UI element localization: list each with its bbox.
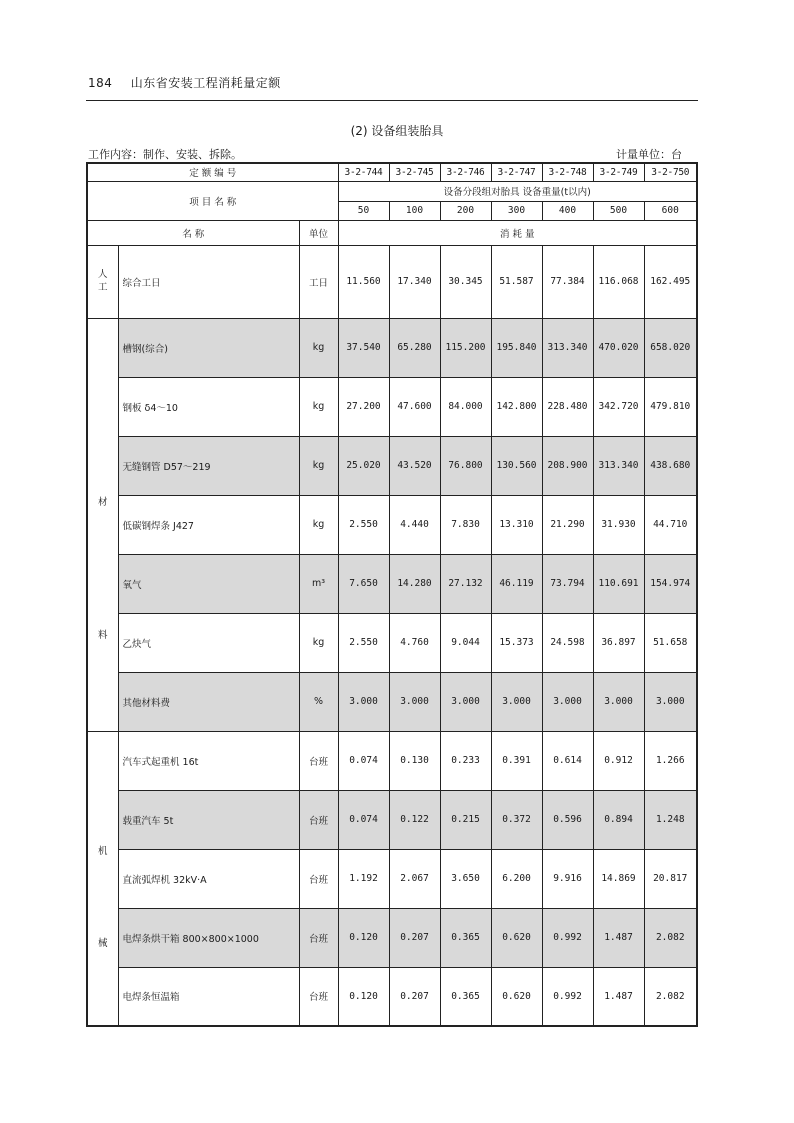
value-cell: 17.340 bbox=[389, 245, 440, 318]
value-cell: 3.000 bbox=[542, 672, 593, 731]
group-title: 设备分段组对胎具 设备重量(t以内) bbox=[338, 181, 697, 201]
category-machine bbox=[87, 731, 118, 1026]
table-row bbox=[87, 495, 697, 554]
value-cell: 116.068 bbox=[593, 245, 644, 318]
page-number: 184 bbox=[88, 76, 113, 90]
work-content: 工作内容：制作、安装、拆除。 bbox=[88, 148, 242, 161]
item-name: 汽车式起重机 16t bbox=[118, 731, 299, 790]
item-unit: % bbox=[299, 672, 338, 731]
table-row bbox=[87, 731, 697, 790]
category-char: 工 bbox=[97, 281, 108, 293]
weight-cell: 50 bbox=[338, 201, 389, 220]
value-cell: 154.974 bbox=[644, 554, 697, 613]
value-cell: 342.720 bbox=[593, 377, 644, 436]
value-cell: 3.000 bbox=[644, 672, 697, 731]
category-material bbox=[87, 318, 118, 731]
value-cell: 51.658 bbox=[644, 613, 697, 672]
table-row bbox=[87, 672, 697, 731]
value-cell: 3.000 bbox=[338, 672, 389, 731]
code-cell: 3-2-748 bbox=[542, 163, 593, 181]
value-cell: 13.310 bbox=[491, 495, 542, 554]
table-row bbox=[87, 436, 697, 495]
value-cell: 15.373 bbox=[491, 613, 542, 672]
value-cell: 24.598 bbox=[542, 613, 593, 672]
value-cell: 76.800 bbox=[440, 436, 491, 495]
column-header-row bbox=[87, 220, 697, 245]
value-cell: 44.710 bbox=[644, 495, 697, 554]
value-cell: 7.830 bbox=[440, 495, 491, 554]
weight-cell: 100 bbox=[389, 201, 440, 220]
value-cell: 46.119 bbox=[491, 554, 542, 613]
item-unit: 台班 bbox=[299, 908, 338, 967]
item-name: 综合工日 bbox=[118, 245, 299, 318]
value-cell: 0.120 bbox=[338, 908, 389, 967]
item-name: 无缝钢管 D57～219 bbox=[118, 436, 299, 495]
value-cell: 0.122 bbox=[389, 790, 440, 849]
value-cell: 3.000 bbox=[491, 672, 542, 731]
value-cell: 0.620 bbox=[491, 967, 542, 1026]
value-cell: 2.082 bbox=[644, 967, 697, 1026]
code-row bbox=[87, 163, 697, 181]
code-cell: 3-2-747 bbox=[491, 163, 542, 181]
item-unit: 台班 bbox=[299, 967, 338, 1026]
code-cell: 3-2-749 bbox=[593, 163, 644, 181]
category-labor bbox=[87, 245, 118, 318]
value-cell: 21.290 bbox=[542, 495, 593, 554]
item-name: 低碳钢焊条 J427 bbox=[118, 495, 299, 554]
item-name: 钢板 δ4～10 bbox=[118, 377, 299, 436]
weight-cell: 200 bbox=[440, 201, 491, 220]
item-unit: 台班 bbox=[299, 790, 338, 849]
category-char: 人 bbox=[97, 269, 108, 281]
category-char: 材 bbox=[97, 497, 108, 509]
value-cell: 9.916 bbox=[542, 849, 593, 908]
value-cell: 162.495 bbox=[644, 245, 697, 318]
value-cell: 313.340 bbox=[593, 436, 644, 495]
item-name: 槽钢(综合) bbox=[118, 318, 299, 377]
value-cell: 0.391 bbox=[491, 731, 542, 790]
value-cell: 313.340 bbox=[542, 318, 593, 377]
value-cell: 142.800 bbox=[491, 377, 542, 436]
value-cell: 195.840 bbox=[491, 318, 542, 377]
value-cell: 14.280 bbox=[389, 554, 440, 613]
weight-cell: 400 bbox=[542, 201, 593, 220]
value-cell: 14.869 bbox=[593, 849, 644, 908]
value-cell: 20.817 bbox=[644, 849, 697, 908]
item-unit: kg bbox=[299, 436, 338, 495]
value-cell: 0.992 bbox=[542, 908, 593, 967]
code-cell: 3-2-745 bbox=[389, 163, 440, 181]
section-title: (2) 设备组装胎具 bbox=[350, 124, 444, 138]
value-cell: 110.691 bbox=[593, 554, 644, 613]
value-cell: 65.280 bbox=[389, 318, 440, 377]
col-name-header: 名 称 bbox=[87, 220, 299, 245]
value-cell: 1.192 bbox=[338, 849, 389, 908]
value-cell: 658.020 bbox=[644, 318, 697, 377]
value-cell: 0.912 bbox=[593, 731, 644, 790]
value-cell: 3.000 bbox=[440, 672, 491, 731]
value-cell: 1.487 bbox=[593, 967, 644, 1026]
item-name: 乙炔气 bbox=[118, 613, 299, 672]
col-unit-header: 单位 bbox=[299, 220, 338, 245]
table-row bbox=[87, 613, 697, 672]
value-cell: 0.207 bbox=[389, 967, 440, 1026]
value-cell: 4.440 bbox=[389, 495, 440, 554]
item-unit: kg bbox=[299, 377, 338, 436]
item-unit: kg bbox=[299, 318, 338, 377]
item-unit: 工日 bbox=[299, 245, 338, 318]
value-cell: 470.020 bbox=[593, 318, 644, 377]
value-cell: 0.894 bbox=[593, 790, 644, 849]
value-cell: 3.000 bbox=[389, 672, 440, 731]
value-cell: 73.794 bbox=[542, 554, 593, 613]
value-cell: 0.620 bbox=[491, 908, 542, 967]
value-cell: 228.480 bbox=[542, 377, 593, 436]
value-cell: 479.810 bbox=[644, 377, 697, 436]
item-name: 其他材料费 bbox=[118, 672, 299, 731]
item-name: 直流弧焊机 32kV·A bbox=[118, 849, 299, 908]
value-cell: 0.596 bbox=[542, 790, 593, 849]
value-cell: 1.248 bbox=[644, 790, 697, 849]
code-cell: 3-2-744 bbox=[338, 163, 389, 181]
value-cell: 2.550 bbox=[338, 613, 389, 672]
item-name: 电焊条烘干箱 800×800×1000 bbox=[118, 908, 299, 967]
col-consumption-header: 消 耗 量 bbox=[338, 220, 697, 245]
value-cell: 0.365 bbox=[440, 967, 491, 1026]
value-cell: 1.487 bbox=[593, 908, 644, 967]
value-cell: 0.365 bbox=[440, 908, 491, 967]
value-cell: 31.930 bbox=[593, 495, 644, 554]
item-label: 项 目 名 称 bbox=[87, 181, 338, 220]
value-cell: 2.082 bbox=[644, 908, 697, 967]
category-char: 械 bbox=[97, 938, 108, 950]
value-cell: 84.000 bbox=[440, 377, 491, 436]
value-cell: 115.200 bbox=[440, 318, 491, 377]
header-rule bbox=[86, 100, 698, 101]
value-cell: 47.600 bbox=[389, 377, 440, 436]
value-cell: 0.074 bbox=[338, 790, 389, 849]
value-cell: 0.207 bbox=[389, 908, 440, 967]
value-cell: 30.345 bbox=[440, 245, 491, 318]
value-cell: 3.000 bbox=[593, 672, 644, 731]
unit-note: 计量单位：台 bbox=[616, 148, 682, 161]
weight-cell: 500 bbox=[593, 201, 644, 220]
value-cell: 51.587 bbox=[491, 245, 542, 318]
value-cell: 6.200 bbox=[491, 849, 542, 908]
item-name: 载重汽车 5t bbox=[118, 790, 299, 849]
category-char: 料 bbox=[97, 629, 108, 641]
book-title: 山东省安装工程消耗量定额 bbox=[130, 76, 281, 90]
value-cell: 37.540 bbox=[338, 318, 389, 377]
item-unit: 台班 bbox=[299, 849, 338, 908]
page-header bbox=[88, 74, 281, 91]
code-cell: 3-2-746 bbox=[440, 163, 491, 181]
value-cell: 0.372 bbox=[491, 790, 542, 849]
table-row bbox=[87, 967, 697, 1026]
value-cell: 27.132 bbox=[440, 554, 491, 613]
table-row bbox=[87, 245, 697, 318]
value-cell: 27.200 bbox=[338, 377, 389, 436]
value-cell: 25.020 bbox=[338, 436, 389, 495]
table-row bbox=[87, 908, 697, 967]
value-cell: 7.650 bbox=[338, 554, 389, 613]
item-unit: 台班 bbox=[299, 731, 338, 790]
group-row bbox=[87, 181, 697, 201]
value-cell: 0.614 bbox=[542, 731, 593, 790]
weight-cell: 300 bbox=[491, 201, 542, 220]
value-cell: 77.384 bbox=[542, 245, 593, 318]
value-cell: 0.233 bbox=[440, 731, 491, 790]
item-unit: kg bbox=[299, 613, 338, 672]
value-cell: 9.044 bbox=[440, 613, 491, 672]
value-cell: 438.680 bbox=[644, 436, 697, 495]
value-cell: 130.560 bbox=[491, 436, 542, 495]
value-cell: 0.120 bbox=[338, 967, 389, 1026]
value-cell: 3.650 bbox=[440, 849, 491, 908]
value-cell: 43.520 bbox=[389, 436, 440, 495]
item-name: 氧气 bbox=[118, 554, 299, 613]
value-cell: 36.897 bbox=[593, 613, 644, 672]
value-cell: 2.550 bbox=[338, 495, 389, 554]
value-cell: 11.560 bbox=[338, 245, 389, 318]
table-row bbox=[87, 377, 697, 436]
table-row bbox=[87, 790, 697, 849]
value-cell: 0.215 bbox=[440, 790, 491, 849]
table-row bbox=[87, 318, 697, 377]
quota-table bbox=[86, 162, 698, 1027]
value-cell: 1.266 bbox=[644, 731, 697, 790]
value-cell: 0.074 bbox=[338, 731, 389, 790]
value-cell: 0.130 bbox=[389, 731, 440, 790]
code-label: 定 额 编 号 bbox=[87, 163, 338, 181]
value-cell: 0.992 bbox=[542, 967, 593, 1026]
category-char: 机 bbox=[97, 845, 108, 857]
value-cell: 208.900 bbox=[542, 436, 593, 495]
item-unit: kg bbox=[299, 495, 338, 554]
item-name: 电焊条恒温箱 bbox=[118, 967, 299, 1026]
value-cell: 4.760 bbox=[389, 613, 440, 672]
table-row bbox=[87, 554, 697, 613]
item-unit: m³ bbox=[299, 554, 338, 613]
code-cell: 3-2-750 bbox=[644, 163, 697, 181]
value-cell: 2.067 bbox=[389, 849, 440, 908]
weight-cell: 600 bbox=[644, 201, 697, 220]
table-row bbox=[87, 849, 697, 908]
